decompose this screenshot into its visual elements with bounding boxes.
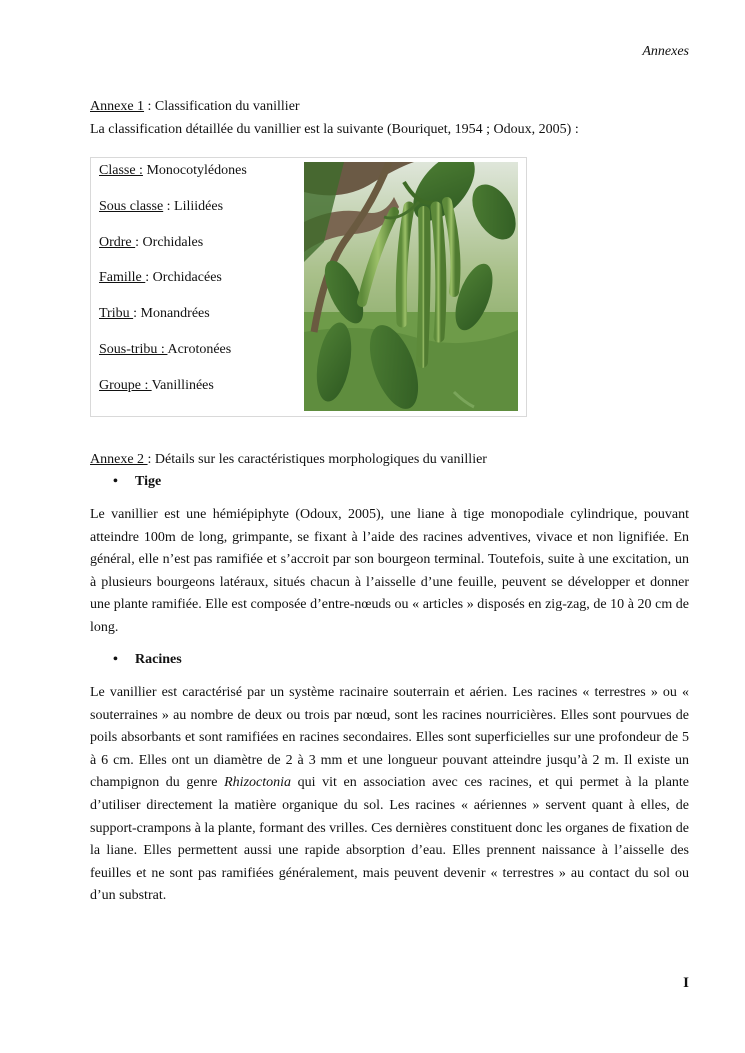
rank-value: Monocotylédones [142,163,247,178]
paragraph-racines [90,682,689,908]
rank-value: Acrotonées [167,342,232,357]
classification-row-sous-classe [99,199,223,215]
annex1-intro: La classification détaillée du vanillier est la suivante (Bouriquet, 1954 ; Odoux, 2005) : [90,122,579,137]
bullet-tige [113,474,161,490]
rank-value: : Orchidales [135,235,204,250]
paragraph-text: qui vit en association avec ces racines, et qui permet à la plante d’utiliser directement la matière organique du sol. Les racines « aériennes » servent quant à elles, de support-crampons à la plante, formant des vrilles. Ces dernières constituent donc les organes de fixation de la liane. Elles permettent aussi une rapide absorption d’eau. Elles prennent naissance à l’aisselle des feuilles et ne sont pas ramifiées généralement, mais peuvent devenir « terrestres » au contact du sol ou d’un substrat. [90,775,690,904]
rank-label: Sous classe [99,199,164,214]
classification-row-classe [99,163,247,179]
classification-row-famille [99,270,222,286]
rank-value: : Liliidées [163,199,224,214]
rank-value: : Orchidacées [145,270,222,285]
rank-label: Groupe : [99,378,152,393]
paragraph-text: Le vanillier est caractérisé par un système racinaire souterrain et aérien. Les racines « terrestres » ou « souterraines » au nombre de deux ou trois par nœud, sont les racines nourricières. Elles sont pourvues de poils absorbants et sont ramifiées en racines secondaires. Elles sont superficielles sur une profondeur de 5 à 6 cm. Elles ont un diamètre de 2 à 3 mm et une longueur pouvant atteindre jusqu’à 2 m. Il existe un champignon du genre [90,685,689,791]
bullet-icon: • [113,474,118,489]
paragraph-tige: Le vanillier est une hémiépiphyte (Odoux, 2005), une liane à tige monopodiale cylindrique, pouvant atteindre 100m de long, grimpante, se fixant à l’aide des racines adventives, vivace et non lignifiée. En général, elle n’est pas ramifiée et s’accroit par son bourgeon terminal. Toutefois, suite à une excitation, un à plusieurs bourgeons latéraux, situés chacun à l’aisselle d’une feuille, peuvent se développer et donner une plante ramifiée. Elle est composée d’entre-nœuds ou « articles » disposés en zig-zag, de 10 à 20 cm de long. [90,507,689,635]
rank-label: Famille [99,270,146,285]
classification-row-tribu [99,306,210,322]
annex1-title-text: : Classification du vanillier [144,99,300,114]
section-heading-racines: Racines [135,652,182,667]
annex1-title [90,99,300,115]
rank-label: Tribu [99,306,134,321]
classification-row-groupe [99,378,214,394]
classification-row-sous-tribu [99,342,231,358]
annex2-title-text: : Détails sur les caractéristiques morphologiques du vanillier [147,452,487,467]
section-heading-tige: Tige [135,474,162,489]
rank-value: Vanillinées [151,378,214,393]
classification-row-ordre [99,235,203,251]
rank-label: Sous-tribu : [99,342,168,357]
bullet-racines [113,652,182,668]
rank-value: : Monandrées [133,306,210,321]
genus-name: Rhizoctonia [224,775,292,791]
rank-label: Classe : [99,163,143,178]
bullet-icon: • [113,652,118,667]
annex2-title [90,452,487,468]
vanilla-pods-photo [304,162,518,411]
annex1-label: Annexe 1 [90,99,145,114]
rank-label: Ordre [99,235,136,250]
running-header: Annexes [642,44,689,59]
annex2-label: Annexe 2 [90,452,148,467]
page-number: I [683,975,689,991]
classification-box [90,157,527,417]
